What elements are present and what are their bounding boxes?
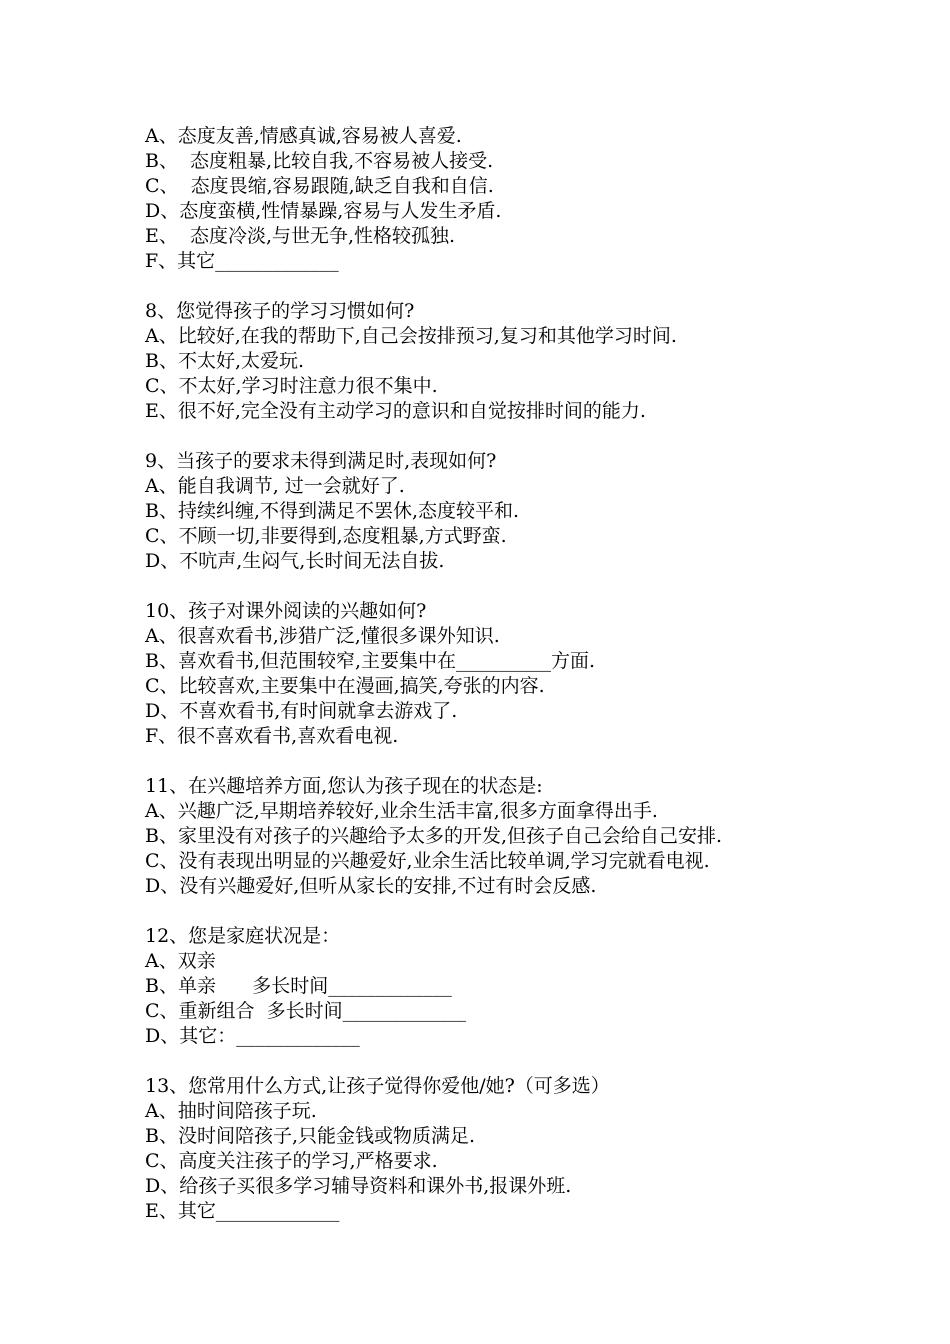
option-line: C、比较喜欢,主要集中在漫画,搞笑,夸张的内容. (145, 675, 545, 697)
option-line: C、高度关注孩子的学习,严格要求. (145, 1150, 438, 1172)
option-line: C、 态度畏缩,容易跟随,缺乏自我和自信. (145, 175, 494, 197)
option-line: B、喜欢看书,但范围较窄,主要集中在__________方面. (145, 650, 596, 672)
option-line: B、没时间陪孩子,只能金钱或物质满足. (145, 1125, 476, 1147)
option-line: C、没有表现出明显的兴趣爱好,业余生活比较单调,学习完就看电视. (145, 850, 710, 872)
option-line: B、 态度粗暴,比较自我,不容易被人接受. (145, 150, 494, 172)
option-line: C、不太好,学习时注意力很不集中. (145, 375, 438, 397)
question-11 (145, 774, 845, 899)
document-page (145, 124, 845, 1224)
option-line: A、态度友善,情感真诚,容易被人喜爱. (145, 125, 462, 147)
option-line: B、单亲 多长时间_____________ (145, 975, 452, 997)
question-text: 10、孩子对课外阅读的兴趣如何? (145, 600, 427, 622)
question-8 (145, 299, 845, 424)
option-line: E、其它_____________ (145, 1200, 340, 1222)
question-text: 8、您觉得孩子的学习习惯如何? (145, 300, 415, 322)
option-line: B、家里没有对孩子的兴趣给予太多的开发,但孩子自己会给自己安排. (145, 825, 723, 847)
option-line: D、不吭声,生闷气,长时间无法自拔. (145, 550, 445, 572)
spacer (145, 749, 845, 774)
question-text: 13、您常用什么方式,让孩子觉得你爱他/她?（可多选） (145, 1075, 610, 1097)
question-12 (145, 924, 845, 1049)
option-line: C、重新组合 多长时间_____________ (145, 1000, 467, 1022)
spacer (145, 899, 845, 924)
option-line: E、 态度冷淡,与世无争,性格较孤独. (145, 225, 456, 247)
option-line: B、持续纠缠,不得到满足不罢休,态度较平和. (145, 500, 520, 522)
spacer (145, 424, 845, 449)
question-9 (145, 449, 845, 574)
option-line: A、兴趣广泛,早期培养较好,业余生活丰富,很多方面拿得出手. (145, 800, 658, 822)
option-line: A、很喜欢看书,涉猎广泛,懂很多课外知识. (145, 625, 500, 647)
question-7-options (145, 124, 845, 274)
option-line: D、没有兴趣爱好,但听从家长的安排,不过有时会反感. (145, 875, 597, 897)
spacer (145, 1049, 845, 1074)
question-text: 11、在兴趣培养方面,您认为孩子现在的状态是: (145, 775, 543, 797)
question-13 (145, 1074, 845, 1224)
spacer (145, 274, 845, 299)
option-line: B、不太好,太爱玩. (145, 350, 305, 372)
option-line: D、态度蛮横,性情暴躁,容易与人发生矛盾. (145, 200, 502, 222)
option-line: F、很不喜欢看书,喜欢看电视. (145, 725, 399, 747)
option-line: D、给孩子买很多学习辅导资料和课外书,报课外班. (145, 1175, 572, 1197)
spacer (145, 574, 845, 599)
question-text: 9、当孩子的要求未得到满足时,表现如何? (145, 450, 497, 472)
option-line: D、其它：_____________ (145, 1025, 360, 1047)
option-line: D、不喜欢看书,有时间就拿去游戏了. (145, 700, 458, 722)
option-line: A、能自我调节, 过一会就好了. (145, 475, 405, 497)
option-line: E、很不好,完全没有主动学习的意识和自觉按排时间的能力. (145, 400, 646, 422)
option-line: F、其它_____________ (145, 250, 339, 272)
question-10 (145, 599, 845, 749)
option-line: C、不顾一切,非要得到,态度粗暴,方式野蛮. (145, 525, 507, 547)
option-line: A、双亲 (145, 950, 216, 972)
option-line: A、比较好,在我的帮助下,自己会按排预习,复习和其他学习时间. (145, 325, 677, 347)
question-text: 12、您是家庭状况是： (145, 925, 341, 947)
option-line: A、抽时间陪孩子玩. (145, 1100, 317, 1122)
